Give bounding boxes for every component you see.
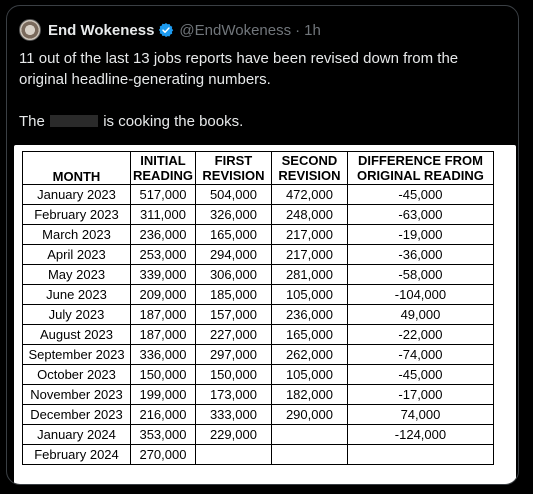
difference-cell: 49,000 [347, 305, 493, 325]
first-revision-cell: 504,000 [195, 185, 271, 205]
jobs-revisions-table [22, 151, 494, 465]
table-row [23, 285, 494, 305]
month-cell: May 2023 [23, 265, 131, 285]
redacted-text [50, 115, 98, 127]
second-revision-cell: 165,000 [271, 325, 347, 345]
author-name[interactable]: End Wokeness [48, 21, 155, 39]
difference-cell [347, 445, 493, 465]
tweet-text-line1: 11 out of the last 13 jobs reports have been revised down from the original headline-generating numbers. [19, 50, 459, 88]
second-revision-cell: 105,000 [271, 285, 347, 305]
difference-cell: -124,000 [347, 425, 493, 445]
tweet-text-line2-end: is cooking the books. [103, 113, 244, 130]
table-row [23, 205, 494, 225]
table-row [23, 245, 494, 265]
difference-cell: -36,000 [347, 245, 493, 265]
difference-cell: -19,000 [347, 225, 493, 245]
table-row [23, 445, 494, 465]
initial-reading-cell: 150,000 [131, 365, 196, 385]
tweet-text [19, 48, 509, 132]
difference-cell: -17,000 [347, 385, 493, 405]
initial-reading-cell: 187,000 [131, 305, 196, 325]
second-revision-cell: 248,000 [271, 205, 347, 225]
second-revision-cell: 281,000 [271, 265, 347, 285]
first-revision-cell: 227,000 [195, 325, 271, 345]
table-row [23, 185, 494, 205]
difference-cell: 74,000 [347, 405, 493, 425]
table-row [23, 265, 494, 285]
first-revision-cell: 150,000 [195, 365, 271, 385]
month-cell: March 2023 [23, 225, 131, 245]
first-revision-cell: 229,000 [195, 425, 271, 445]
initial-reading-cell: 339,000 [131, 265, 196, 285]
first-revision-cell: 306,000 [195, 265, 271, 285]
initial-reading-cell: 187,000 [131, 325, 196, 345]
difference-cell: -22,000 [347, 325, 493, 345]
month-cell: February 2023 [23, 205, 131, 225]
header-second-revision: SECOND REVISION [271, 152, 347, 185]
header-difference: DIFFERENCE FROM ORIGINAL READING [347, 152, 493, 185]
difference-cell: -63,000 [347, 205, 493, 225]
separator-dot: · [295, 21, 301, 39]
difference-cell: -104,000 [347, 285, 493, 305]
second-revision-cell: 217,000 [271, 245, 347, 265]
table-row [23, 225, 494, 245]
initial-reading-cell: 199,000 [131, 385, 196, 405]
tweet-card [6, 5, 519, 485]
table-row [23, 305, 494, 325]
month-cell: July 2023 [23, 305, 131, 325]
table-header-row [23, 152, 494, 185]
tweet-text-line2 [19, 111, 509, 132]
month-cell: October 2023 [23, 365, 131, 385]
first-revision-cell: 173,000 [195, 385, 271, 405]
second-revision-cell [271, 425, 347, 445]
second-revision-cell: 472,000 [271, 185, 347, 205]
table-body [23, 185, 494, 465]
initial-reading-cell: 270,000 [131, 445, 196, 465]
second-revision-cell: 290,000 [271, 405, 347, 425]
tweet-text-line2-start: The [19, 113, 45, 130]
header-first-revision: FIRST REVISION [195, 152, 271, 185]
second-revision-cell: 262,000 [271, 345, 347, 365]
first-revision-cell: 185,000 [195, 285, 271, 305]
month-cell: August 2023 [23, 325, 131, 345]
initial-reading-cell: 209,000 [131, 285, 196, 305]
tweet-time[interactable]: 1h [304, 21, 321, 39]
table-row [23, 405, 494, 425]
month-cell: June 2023 [23, 285, 131, 305]
first-revision-cell: 297,000 [195, 345, 271, 365]
header-month: MONTH [23, 152, 131, 185]
table-row [23, 385, 494, 405]
first-revision-cell [195, 445, 271, 465]
initial-reading-cell: 216,000 [131, 405, 196, 425]
first-revision-cell: 157,000 [195, 305, 271, 325]
table-row [23, 325, 494, 345]
month-cell: September 2023 [23, 345, 131, 365]
month-cell: December 2023 [23, 405, 131, 425]
author-handle[interactable]: @EndWokeness [179, 21, 292, 39]
initial-reading-cell: 311,000 [131, 205, 196, 225]
difference-cell: -45,000 [347, 365, 493, 385]
initial-reading-cell: 253,000 [131, 245, 196, 265]
month-cell: January 2023 [23, 185, 131, 205]
first-revision-cell: 333,000 [195, 405, 271, 425]
initial-reading-cell: 517,000 [131, 185, 196, 205]
second-revision-cell: 182,000 [271, 385, 347, 405]
first-revision-cell: 165,000 [195, 225, 271, 245]
month-cell: February 2024 [23, 445, 131, 465]
initial-reading-cell: 236,000 [131, 225, 196, 245]
difference-cell: -74,000 [347, 345, 493, 365]
first-revision-cell: 294,000 [195, 245, 271, 265]
initial-reading-cell: 353,000 [131, 425, 196, 445]
table-row [23, 365, 494, 385]
second-revision-cell: 105,000 [271, 365, 347, 385]
month-cell: November 2023 [23, 385, 131, 405]
avatar[interactable] [19, 19, 41, 41]
second-revision-cell: 236,000 [271, 305, 347, 325]
tweet-image[interactable] [14, 145, 516, 485]
second-revision-cell: 217,000 [271, 225, 347, 245]
first-revision-cell: 326,000 [195, 205, 271, 225]
header-initial-reading: INITIAL READING [131, 152, 196, 185]
difference-cell: -45,000 [347, 185, 493, 205]
month-cell: April 2023 [23, 245, 131, 265]
month-cell: January 2024 [23, 425, 131, 445]
verified-badge-icon [158, 22, 174, 38]
difference-cell: -58,000 [347, 265, 493, 285]
table-row [23, 345, 494, 365]
tweet-header [19, 18, 321, 42]
initial-reading-cell: 336,000 [131, 345, 196, 365]
second-revision-cell [271, 445, 347, 465]
table-row [23, 425, 494, 445]
